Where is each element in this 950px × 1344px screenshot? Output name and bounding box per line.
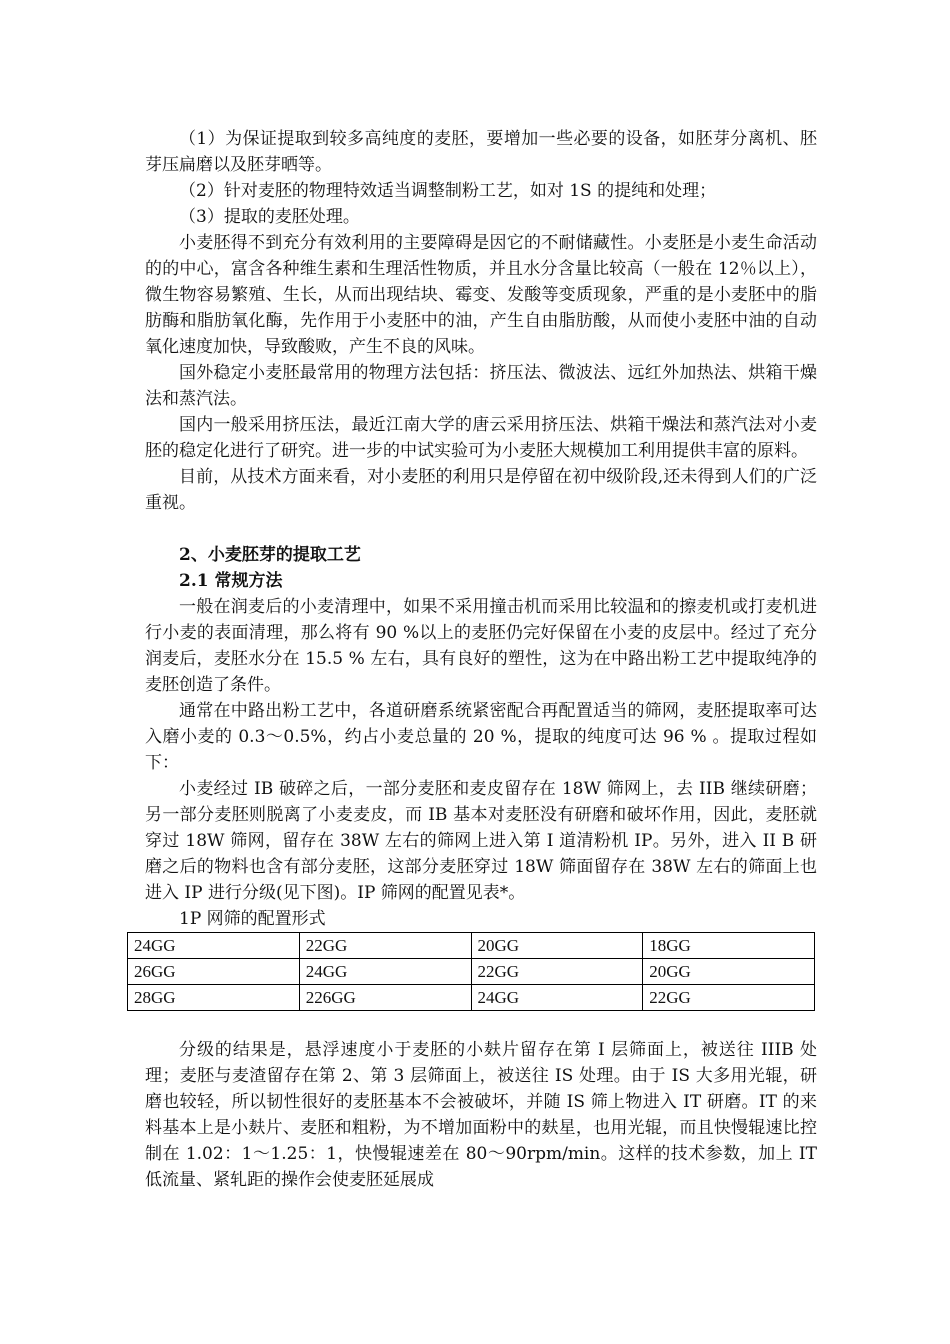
- table-cell: 226GG: [299, 985, 471, 1011]
- table-row: [128, 985, 815, 1011]
- paragraph: （1）为保证提取到较多高纯度的麦胚，要增加一些必要的设备，如胚芽分离机、胚芽压扁磨以及胚芽晒等。: [145, 129, 817, 175]
- table-caption: 1P 网筛的配置形式: [179, 909, 326, 929]
- paragraph: 国外稳定小麦胚最常用的物理方法包括：挤压法、微波法、远红外加热法、烘箱干燥法和蒸汽法。: [145, 363, 817, 409]
- paragraph: （3）提取的麦胚处理。: [179, 207, 360, 227]
- table-cell: 24GG: [128, 933, 300, 959]
- table-cell: 22GG: [299, 933, 471, 959]
- paragraph: 小麦经过 IB 破碎之后，一部分麦胚和麦皮留存在 18W 筛网上，去 IIB 继续研磨；另一部分麦胚则脱离了小麦麦皮，而 IB 基本对麦胚没有研磨和破坏作用，因此，麦胚就穿过 18W 筛网，留存在 38W 左右的筛网上进入第 I 道清粉机 IP。另外，进入 II B 研磨之后的物料也含有部分麦胚，这部分麦胚穿过 18W 筛面留存在 38W 左右的筛面上也进入 IP 进行分级(见下图)。IP 筛网的配置见表*。: [145, 779, 817, 903]
- document-body: [134, 126, 817, 1193]
- paragraph: 分级的结果是，悬浮速度小于麦胚的小麸片留存在第 I 层筛面上，被送往 IIIB 处理；麦胚与麦渣留存在第 2、第 3 层筛面上，被送往 IS 处理。由于 IS 大多用光辊，研磨也较轻，所以韧性很好的麦胚基本不会被破坏，并随 IS 筛上物进入 IT 研磨。IT 的来料基本上是小麸片、麦胚和粗粉，为不增加面粉中的麸星，也用光辊，而且快慢辊速比控制在 1.02：1～1.25：1，快慢辊速差在 80～90rpm/min。这样的技术参数，加上 IT 低流量、紧轧距的操作会使麦胚延展成: [145, 1040, 817, 1190]
- table-cell: 26GG: [128, 959, 300, 985]
- table-cell: 18GG: [643, 933, 815, 959]
- table-cell: 22GG: [643, 985, 815, 1011]
- paragraph: 国内一般采用挤压法，最近江南大学的唐云采用挤压法、烘箱干燥法和蒸汽法对小麦胚的稳定化进行了研究。进一步的中试实验可为小麦胚大规模加工利用提供丰富的原料。: [145, 415, 817, 461]
- paragraph: 目前，从技术方面来看，对小麦胚的利用只是停留在初中级阶段,还未得到人们的广泛重视。: [145, 467, 817, 513]
- paragraph: 小麦胚得不到充分有效利用的主要障碍是因它的不耐储藏性。小麦胚是小麦生命活动的的中心，富含各种维生素和生理活性物质，并且水分含量比较高（一般在 12％以上），微生物容易繁殖、生长，从而出现结块、霉变、发酸等变质现象，严重的是小麦胚中的脂肪酶和脂肪氧化酶，先作用于小麦胚中的油，产生自由脂肪酸，从而使小麦胚中油的自动氧化速度加快，导致酸败，产生不良的风味。: [145, 233, 817, 357]
- section-heading: 2、小麦胚芽的提取工艺: [179, 545, 361, 565]
- table-row: [128, 959, 815, 985]
- table-row: [128, 933, 815, 959]
- table-cell: 28GG: [128, 985, 300, 1011]
- paragraph: 通常在中路出粉工艺中，各道研磨系统紧密配合再配置适当的筛网，麦胚提取率可达入磨小麦的 0.3～0.5%，约占小麦总量的 20 %，提取的纯度可达 96 % 。提取过程如下：: [145, 701, 817, 773]
- paragraph: （2）针对麦胚的物理特效适当调整制粉工艺，如对 1S 的提纯和处理；: [179, 181, 717, 201]
- paragraph: 一般在润麦后的小麦清理中，如果不采用撞击机而采用比较温和的擦麦机或打麦机进行小麦的表面清理，那么将有 90 %以上的麦胚仍完好保留在小麦的皮层中。经过了充分润麦后，麦胚水分在 15.5 % 左右，具有良好的塑性，这为在中路出粉工艺中提取纯净的麦胚创造了条件。: [145, 597, 817, 695]
- table-cell: 20GG: [471, 933, 643, 959]
- subsection-heading: 2.1 常规方法: [179, 571, 283, 591]
- table-cell: 20GG: [643, 959, 815, 985]
- table-cell: 24GG: [299, 959, 471, 985]
- table-cell: 24GG: [471, 985, 643, 1011]
- blank-line: [145, 516, 817, 542]
- table-cell: 22GG: [471, 959, 643, 985]
- sieve-config-table: [127, 932, 815, 1011]
